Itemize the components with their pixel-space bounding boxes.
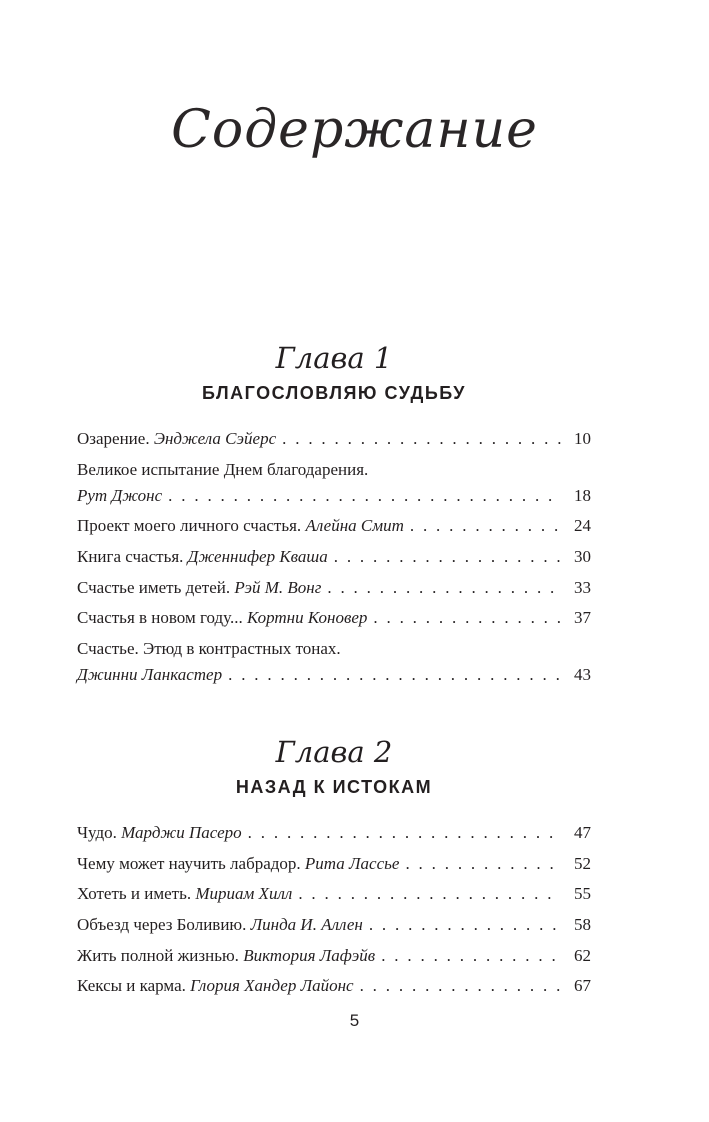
entry-title: Хотеть и иметь.: [77, 884, 192, 904]
entry-author: Рэй М. Вонг: [234, 577, 322, 597]
toc-entry[interactable]: [77, 912, 591, 938]
entry-page: 55: [574, 884, 591, 904]
toc-entry[interactable]: [77, 881, 591, 907]
toc-entry[interactable]: [77, 426, 591, 452]
entry-title: Кексы и карма.: [77, 976, 186, 996]
chapter-title: НАЗАД К ИСТОКАМ: [235, 777, 433, 797]
entry-page: 47: [574, 823, 591, 842]
entry-page: 33: [574, 577, 591, 597]
entry-author: Джинни Ланкастер: [77, 665, 223, 685]
entry-author: Мириам Хилл: [195, 884, 293, 904]
entry-author: Рут Джонс: [77, 485, 163, 505]
entry-page: 58: [574, 915, 591, 935]
entry-title: Озарение.: [77, 429, 150, 448]
entry-page: 62: [574, 945, 591, 965]
dot-leader: [327, 575, 561, 601]
dot-leader: [373, 605, 561, 631]
entry-page: 52: [574, 853, 591, 873]
chapter-2: [77, 734, 591, 999]
entry-author: Дженнифер Кваша: [187, 547, 328, 567]
toc-entry[interactable]: [77, 457, 591, 509]
entry-title: Счастья в новом году...: [77, 608, 243, 628]
chapter-1: [77, 340, 591, 688]
dot-leader: [410, 513, 561, 539]
dot-leader: [168, 483, 561, 509]
entry-author: Марджи Пасеро: [121, 823, 242, 842]
dot-leader: [298, 881, 561, 907]
entry-title: Проект моего личного счастья.: [77, 516, 302, 536]
entry-title: Книга счастья.: [77, 547, 184, 567]
entry-page: 67: [574, 976, 591, 996]
chapter-title: БЛАГОСЛОВЛЯЮ СУДЬБУ: [202, 383, 466, 403]
toc-entry[interactable]: [77, 851, 591, 877]
entry-page: 24: [574, 516, 591, 536]
dot-leader: [381, 943, 561, 969]
entry-title: Счастье иметь детей.: [77, 577, 231, 597]
entry-author: Кортни Коновер: [246, 608, 368, 628]
toc-entry[interactable]: [77, 820, 591, 846]
toc-list: [77, 426, 591, 688]
entry-page: 18: [574, 485, 591, 505]
entry-author: Рита Лассье: [304, 853, 400, 873]
page-title: Содержание: [171, 100, 538, 160]
chapter-number: Глава 2: [275, 735, 393, 769]
dot-leader: [282, 426, 561, 452]
entry-title: Счастье. Этюд в контрастных тонах.: [77, 639, 341, 659]
entry-title: Чему может научить лабрадор.: [77, 853, 301, 873]
entry-page: 37: [574, 608, 591, 628]
toc-entry[interactable]: [77, 544, 591, 570]
entry-page: 43: [574, 665, 591, 685]
toc-entry[interactable]: [77, 973, 591, 999]
toc-entry[interactable]: [77, 605, 591, 631]
entry-page: 30: [574, 547, 591, 567]
dot-leader: [360, 973, 561, 999]
entry-page: 10: [574, 429, 591, 448]
entry-author: Линда И. Аллен: [250, 915, 363, 935]
entry-title: Чудо.: [77, 823, 117, 842]
toc-entry[interactable]: [77, 943, 591, 969]
toc-entry[interactable]: [77, 636, 591, 688]
page-number: 5: [349, 1011, 360, 1030]
entry-title: Великое испытание Днем благодарения.: [77, 459, 369, 479]
dot-leader: [248, 820, 561, 846]
entry-author: Алейна Смит: [305, 516, 404, 536]
entry-title: Объезд через Боливию.: [77, 915, 247, 935]
dot-leader: [228, 662, 561, 688]
toc-entry[interactable]: [77, 513, 591, 539]
entry-author: Виктория Лафэйв: [243, 945, 376, 965]
dot-leader: [334, 544, 561, 570]
toc-entry[interactable]: [77, 575, 591, 601]
dot-leader: [405, 851, 561, 877]
dot-leader: [369, 912, 561, 938]
entry-title: Жить полной жизнью.: [77, 945, 239, 965]
toc-list: [77, 820, 591, 999]
entry-author: Энджела Сэйерс: [153, 429, 277, 448]
entry-author: Глория Хандер Лайонс: [190, 976, 354, 996]
chapter-number: Глава 1: [275, 341, 393, 375]
